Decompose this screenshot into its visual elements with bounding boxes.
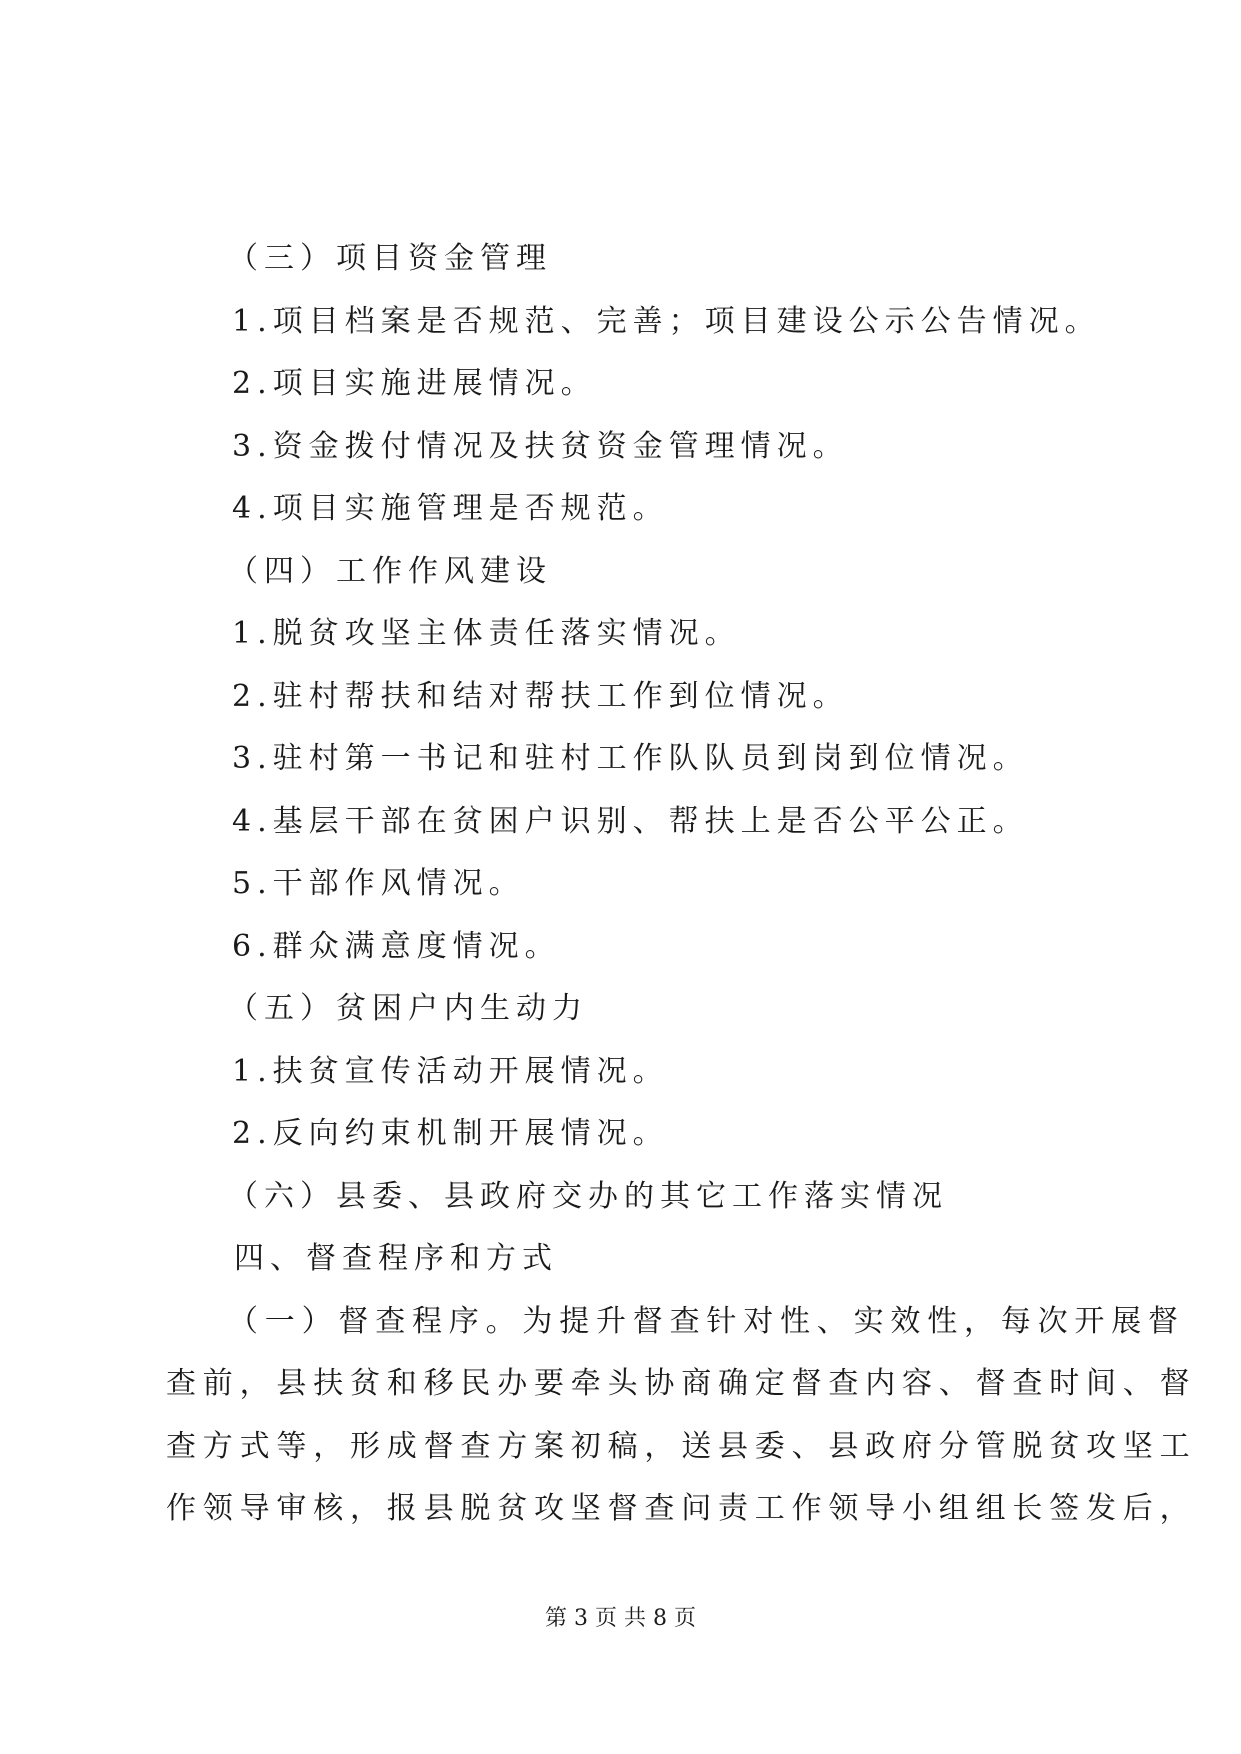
list-item: 1.扶贫宣传活动开展情况。 — [232, 1053, 669, 1089]
page-number-label: 第 3 页 共 8 页 — [545, 1606, 696, 1631]
subsection-heading-internal-motivation: （五）贫困户内生动力 — [228, 991, 588, 1026]
list-item: 5.干部作风情况。 — [232, 866, 525, 901]
section-heading-procedure: 四、督查程序和方式 — [234, 1241, 558, 1276]
document-body — [166, 228, 1197, 1541]
list-item: 1.脱贫攻坚主体责任落实情况。 — [232, 616, 741, 651]
subsection-heading-project-funds: （三）项目资金管理 — [228, 241, 552, 276]
list-item: 3.资金拨付情况及扶贫资金管理情况。 — [232, 428, 849, 464]
subsection-heading-work-style: （四）工作作风建设 — [228, 553, 552, 589]
list-item: 1.项目档案是否规范、完善；项目建设公示公告情况。 — [232, 303, 1101, 339]
list-item: 4.项目实施管理是否规范。 — [232, 491, 669, 526]
list-item: 3.驻村第一书记和驻村工作队队员到岗到位情况。 — [232, 741, 1029, 776]
subsection-heading-other-tasks: （六）县委、县政府交办的其它工作落实情况 — [228, 1178, 948, 1214]
list-item: 2.项目实施进展情况。 — [232, 366, 597, 401]
paragraph-line: （一）督查程序。为提升督查针对性、实效性，每次开展督 — [228, 1303, 1185, 1339]
paragraph-line: 查前，县扶贫和移民办要牵头协商确定督查内容、督查时间、督 — [166, 1366, 1197, 1401]
paragraph-line: 作领导审核，报县脱贫攻坚督查问责工作领导小组组长签发后， — [166, 1491, 1197, 1526]
page-footer — [0, 1604, 1241, 1634]
list-item: 6.群众满意度情况。 — [232, 928, 561, 964]
paragraph-line: 查方式等，形成督查方案初稿，送县委、县政府分管脱贫攻坚工 — [166, 1428, 1197, 1464]
list-item: 2.反向约束机制开展情况。 — [232, 1116, 669, 1151]
list-item: 4.基层干部在贫困户识别、帮扶上是否公平公正。 — [232, 803, 1029, 839]
list-item: 2.驻村帮扶和结对帮扶工作到位情况。 — [232, 678, 849, 714]
